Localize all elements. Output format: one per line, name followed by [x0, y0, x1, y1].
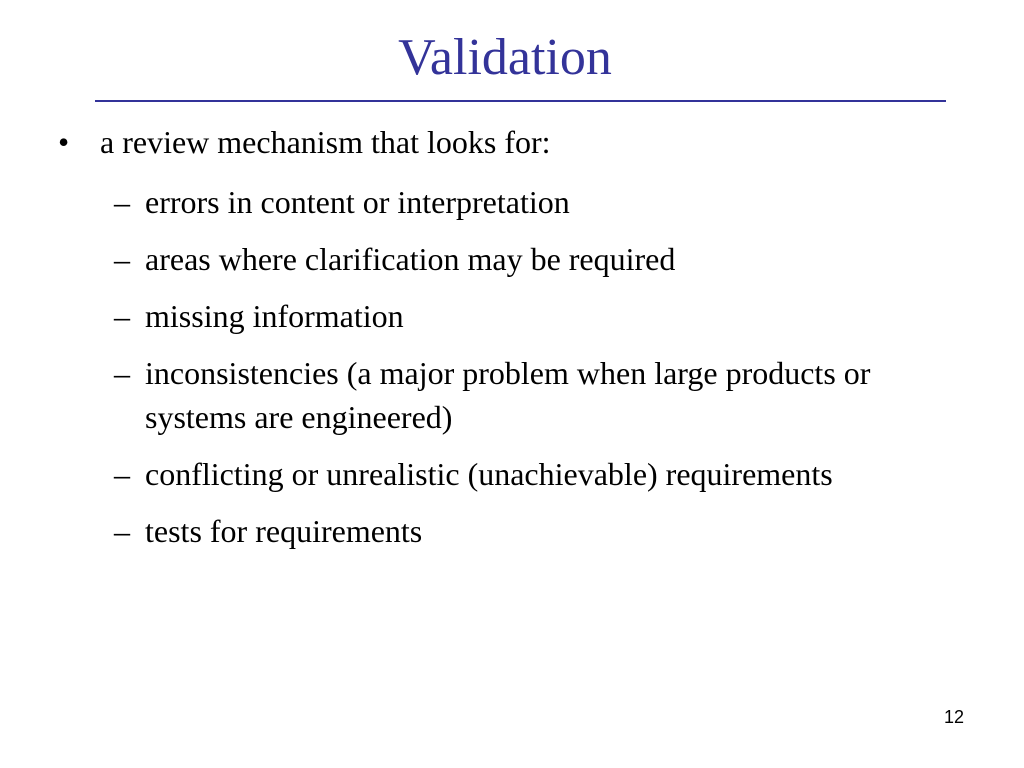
- dash-marker: –: [114, 298, 130, 334]
- sub-bullet-text: errors in content or interpretation: [145, 184, 570, 220]
- sub-bullet: [114, 237, 914, 281]
- sub-bullet-text: tests for requirements: [145, 513, 423, 549]
- title-underline: [95, 100, 946, 102]
- sub-bullet: [114, 180, 914, 224]
- sub-bullet-text: areas where clarification may be required: [145, 241, 676, 277]
- dash-marker: –: [114, 355, 130, 391]
- sub-bullet-text: inconsistencies (a major problem when large products or systems are engineered): [145, 355, 871, 435]
- bullet-marker: •: [58, 124, 70, 160]
- sub-bullet-list: [114, 180, 914, 566]
- sub-bullet: [114, 509, 914, 553]
- sub-bullet: [114, 351, 914, 439]
- sub-bullet-text: conflicting or unrealistic (unachievable) requirements: [145, 456, 833, 492]
- page-number: 12: [943, 707, 964, 727]
- sub-bullet: [114, 452, 914, 496]
- dash-marker: –: [114, 241, 130, 277]
- dash-marker: –: [114, 184, 130, 220]
- dash-marker: –: [114, 513, 130, 549]
- bullet-text: a review mechanism that looks for:: [100, 124, 551, 160]
- dash-marker: –: [114, 456, 130, 492]
- sub-bullet-text: missing information: [145, 298, 404, 334]
- sub-bullet: [114, 294, 914, 338]
- slide-title: Validation: [398, 29, 612, 86]
